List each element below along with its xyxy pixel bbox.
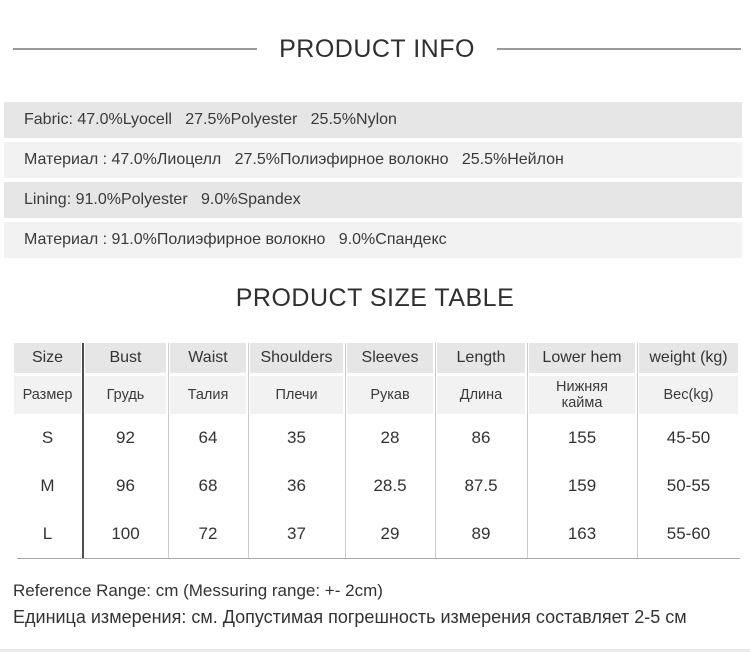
cell-m-size: M [12,462,83,510]
cell-m-sleeves: 28.5 [345,462,435,510]
cell-l-size: L [12,510,83,558]
cell-m-waist: 68 [168,462,248,510]
measure-note-ru: Единица измерения: см. Допустимая погрешность измерения составляет 2-5 см [13,607,687,627]
cell-s-weight: 45-50 [637,414,740,462]
cell-s-waist: 64 [168,414,248,462]
col-header-size-ru [12,376,83,414]
column-divider-sleeves [435,343,436,558]
col-header-shoulders-ru [248,376,345,414]
col-header-size-ru-label: Размер [22,387,73,403]
cell-l-lower-hem: 163 [527,510,637,558]
cell-m-weight: 50-55 [637,462,740,510]
col-header-lower-hem-ru [527,376,637,414]
measure-note-en: Reference Range: cm (Messuring range: +- 2cm) [13,581,383,600]
cell-l-waist: 72 [168,510,248,558]
cell-s-lower-hem: 155 [527,414,637,462]
title-line-right [497,48,741,50]
cell-s-sleeves: 28 [345,414,435,462]
col-header-shoulders-ru-label: Плечи [275,387,318,403]
cell-s-bust: 92 [83,414,168,462]
col-header-bust-ru-label: Грудь [106,387,145,403]
col-header-sleeves-ru-label: Рукав [370,387,410,403]
cell-l-bust: 100 [83,510,168,558]
cell-l-sleeves: 29 [345,510,435,558]
cell-l-weight: 55-60 [637,510,740,558]
column-divider-size [82,343,84,558]
col-header-waist-ru-label: Талия [187,387,229,403]
table-bottom-border [17,558,740,559]
column-divider-length [527,343,528,558]
col-header-lower-hem-ru-label: Нижняя кайма [556,379,608,411]
col-header-lower-hem: Lower hem [527,343,637,376]
col-header-shoulders: Shoulders [248,343,345,376]
cell-m-length: 87.5 [435,462,527,510]
col-header-bust: Bust [83,343,168,376]
lining-row-en: Lining: 91.0%Polyester 9.0%Spandex [4,182,742,218]
cell-l-shoulders: 37 [248,510,345,558]
column-divider-bust [168,343,169,558]
title-line-left [13,48,257,50]
col-header-weight-ru [637,376,740,414]
col-header-waist-ru [168,376,248,414]
col-header-waist: Waist [168,343,248,376]
col-header-weight: weight (kg) [637,343,740,376]
column-divider-shoulders [345,343,346,558]
cell-m-bust: 96 [83,462,168,510]
cell-l-length: 89 [435,510,527,558]
product-info-header [13,32,741,66]
col-header-length-ru [435,376,527,414]
cell-s-length: 86 [435,414,527,462]
cell-s-shoulders: 35 [248,414,345,462]
cell-m-shoulders: 36 [248,462,345,510]
fabric-row-en: Fabric: 47.0%Lyocell 27.5%Polyester 25.5%Nylon [4,102,742,138]
product-info-title: PRODUCT INFO [279,34,475,63]
cell-s-size: S [12,414,83,462]
column-divider-lower-hem [637,343,638,558]
lining-row-ru: Материал : 91.0%Полиэфирное волокно 9.0%Спандекс [4,222,742,258]
size-table [12,343,740,559]
col-header-length-ru-label: Длина [459,387,503,403]
fabric-row-ru: Материал : 47.0%Лиоцелл 27.5%Полиэфирное волокно 25.5%Нейлон [4,142,742,178]
col-header-sleeves-ru [345,376,435,414]
col-header-sleeves: Sleeves [345,343,435,376]
column-divider-waist [248,343,249,558]
cell-m-lower-hem: 159 [527,462,637,510]
col-header-size: Size [12,343,83,376]
col-header-length: Length [435,343,527,376]
col-header-bust-ru [83,376,168,414]
col-header-weight-ru-label: Вес(kg) [663,387,714,403]
size-table-title: PRODUCT SIZE TABLE [235,284,515,312]
